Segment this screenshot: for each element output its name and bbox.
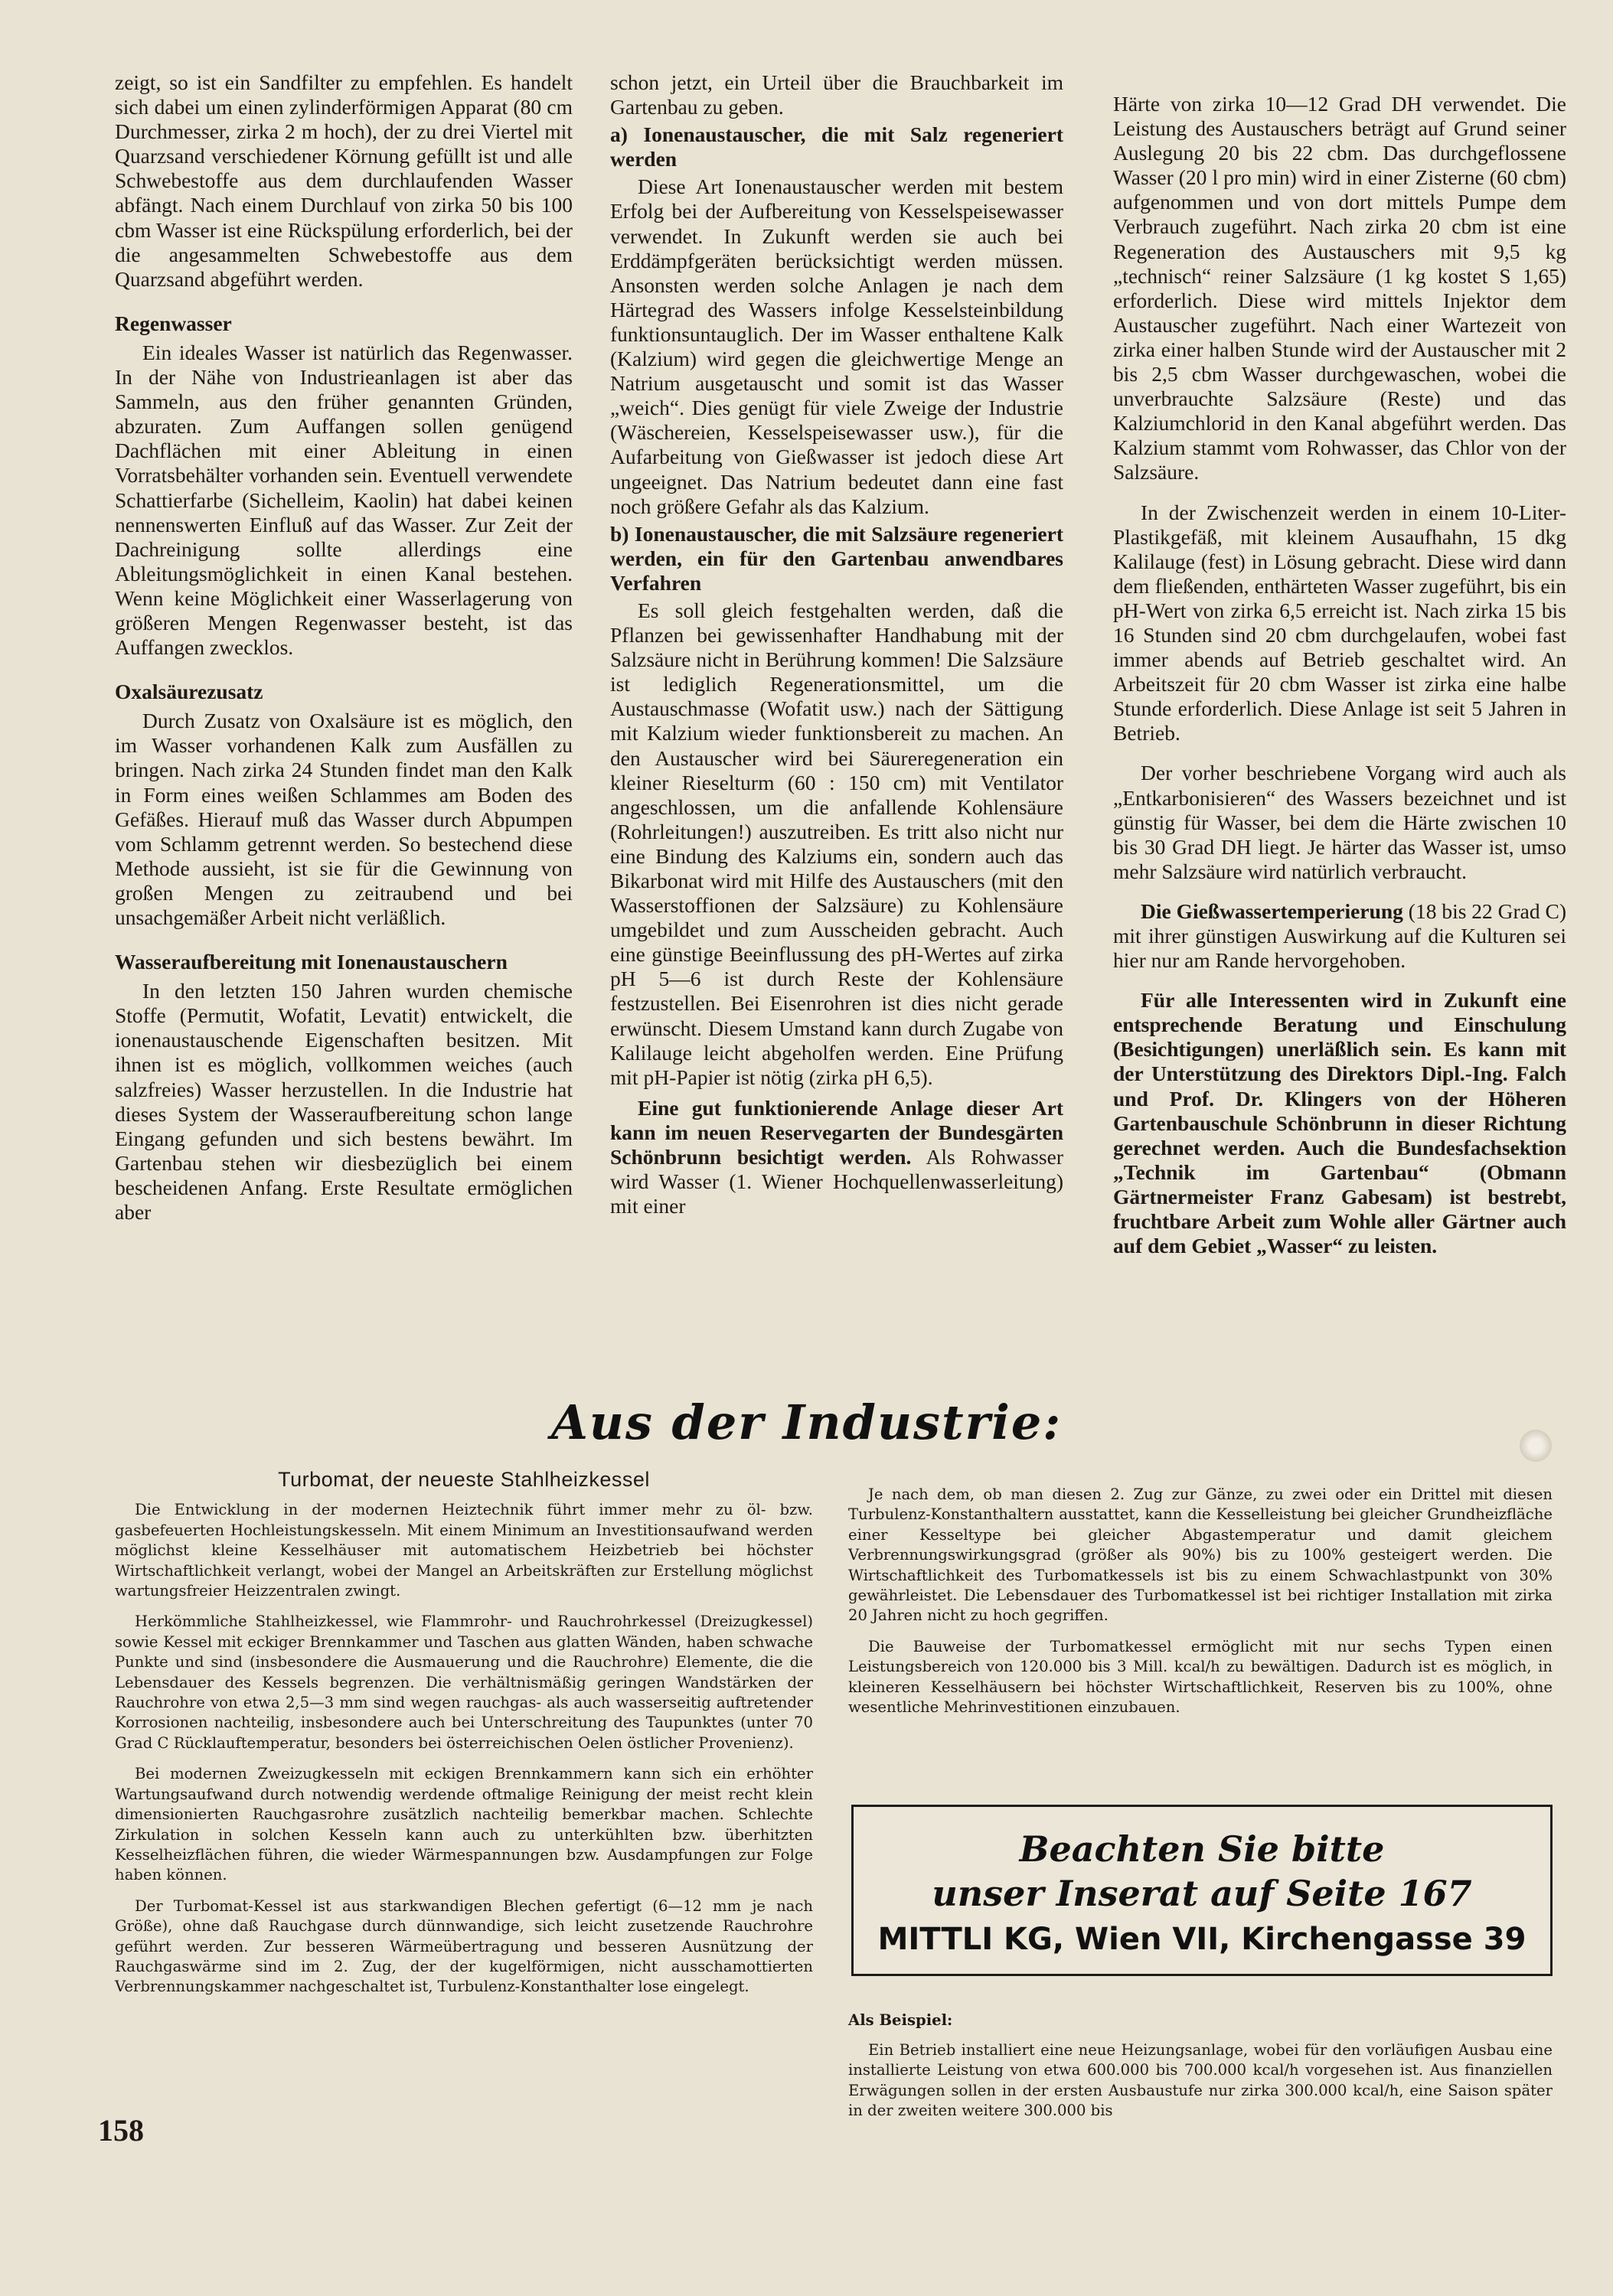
text: (18 bis 22 Grad C) mit ihrer günstigen Auswirkung auf die Kulturen sei hier nur am Rande hervorgehoben. (1113, 899, 1567, 973)
paragraph: Härte von zirka 10—12 Grad DH verwendet. Die Leistung des Austauschers beträgt auf Grund seiner Auslegung 20 bis 22 cbm. Das durchgeflossene Wasser (20 l pro min) wird in einer Zisterne (60 cbm) aufgenommen und von dort mittels Pumpe dem Verbrauch zugeführt. Nach zirka 20 cbm ist eine Regeneration des Austauschers mit 9,5 kg „technisch“ reiner Salzsäure (1 kg kostet S 1,65) erforderlich. Diese wird mittels Injektor dem Austauscher zugeführt. Nach einer Wartezeit von zirka einer halben Stunde wird der Austauscher mit 2 bis 2,5 cbm Wasser durchgewaschen, wobei die unverbrauchte Salzsäure (Reste) und das Kalziumchlorid in den Kanal abgeführt werden. Das Kalzium stammt vom Rohwasser, das Chlor von der Salzsäure. (1113, 92, 1566, 484)
industry-column-right (848, 1485, 1553, 1728)
bold-text: Eine gut funktionierende Anlage dieser Art kann im neuen Reservegarten der Bundesgärten Schönbrunn besichtigt werden. (610, 1095, 1063, 1169)
article-title: Turbomat, der neueste Stahlheizkessel (278, 1468, 650, 1491)
paragraph: Die Entwicklung in der modernen Heiztechnik führt immer mehr zu öl- bzw. gasbefeuerten Hochleistungskesseln. Mit einem Minimum an Investitionsaufwand werden möglichst kleine Kesselhäuser mit automatischem Heizbetrieb bei höchster Wirtschaftlichkeit verlangt, wobei der Mangel an Arbeitskräften zur Erstellung möglichst wartungsfreier Heizzentralen zwingt. (115, 1501, 813, 1600)
text-column-right (1113, 92, 1566, 1258)
paper-punch-mark (1520, 1430, 1552, 1462)
industry-column-left (115, 1469, 813, 2008)
section-heading: Wasseraufbereitung mit Ionenaustauschern (115, 950, 508, 974)
ad-subline: unser Inserat auf Seite 167 (932, 1873, 1472, 1914)
example-heading: Als Beispiel: (848, 2011, 953, 2029)
paragraph (1113, 899, 1566, 973)
ad-company: MITTLI KG, Wien VII, Kirchengasse 39 (877, 1922, 1526, 1957)
paragraph: Für alle Interessenten wird in Zukunft eine entsprechende Beratung und Einschulung (Besichtigungen) unerläßlich sein. Es kann mit der Unterstützung des Direktors Dipl.-Ing. Falch und Prof. Dr. Klingers von der Höheren Gartenbauschule Schönbrunn in dieser Richtung gerechnet werden. Auch die Bundesfachsektion „Technik im Gartenbau“ (Obmann Gärtnermeister Franz Gabesam) ist bestrebt, fruchtbare Arbeit zum Wohle aller Gärtner auch auf dem Gebiet „Wasser“ zu leisten. (1113, 988, 1566, 1258)
paragraph: Der vorher beschriebene Vorgang wird auch als „Entkarbonisieren“ des Wassers bezeichnet und ist günstig für Wasser, bei dem die Härte zwischen 10 bis 30 Grad DH liegt. Je härter das Wasser ist, umso mehr Salzsäure wird natürlich verbraucht. (1113, 761, 1566, 883)
paragraph: In der Zwischenzeit werden in einem 10-Liter-Plastikgefäß, mit kleinem Ausaufhahn, 15 dkg Kalilauge (fest) in Lösung gebracht. Diese wird dann dem fließenden, enthärteten Wasser zugeführt, bis ein pH-Wert von zirka 6,5 erreicht ist. Nach zirka 15 bis 16 Stunden sind 20 cbm durchgelaufen, wobei fast immer abends auf Betrieb geschaltet wird. An Arbeitszeit für 20 cbm Wasser ist zirka eine halbe Stunde erforderlich. Diese Anlage ist seit 5 Jahren in Betrieb. (1113, 500, 1566, 745)
paragraph: Je nach dem, ob man diesen 2. Zug zur Gänze, zu zwei oder ein Drittel mit diesen Turbulenz-Konstanthaltern ausstattet, kann die Kesselleistung bei gleicher Grundheizfläche einer Kesseltype bei gleicher Abgastemperatur und damit gleichem Verbrennungswirkungsgrad (größer als 90%) bis zu 100% gesteigert werden. Die Wirtschaftlichkeit des Turbomatkessels ist bis zu einem Schwachlastpunkt von 30% gewährleistet. Die Lebensdauer des Turbomatkessel ist bei richtiger Installation mit zirka 20 Jahren nicht zu hoch gegriffen. (848, 1486, 1553, 1625)
bold-text: Die Gießwassertemperierung (1141, 899, 1403, 923)
paragraph: Der Turbomat-Kessel ist aus starkwandigen Blechen gefertigt (6—12 mm je nach Größe), ohne daß Rauchgase durch dünnwandige, sich leicht zusetzende Rauchrohre geführt werden. Zur besseren Wärmeübertragung und besseren Ausnützung der Rauchgaswärme sind im 2. Zug, der der kugelförmigen, nicht ausschamottierten Verbrennungskammer nachgeschaltet ist, Turbulenz-Konstanthalter lose eingelegt. (115, 1896, 813, 1996)
paragraph: Bei modernen Zweizugkesseln mit eckigen Brennkammern kann sich ein erhöhter Wartungsaufwand durch notwendig werdende oftmalige Reinigung der meist recht klein dimensionierten Rauchgasrohre zusätzlich nachteilig bemerkbar machen. Schlechte Zirkulation in solchen Kesseln kann auch zu unterkühlten bzw. überhitzten Kesselheizflächen führen, die wieder Wärmespannungen bzw. Ausdampfungen zur Folge haben können. (115, 1765, 813, 1884)
text: Als Rohwasser wird Wasser (1. Wiener Hochquellenwasserleitung) mit einer (610, 1145, 1063, 1218)
text-column-middle (610, 70, 1063, 1218)
paragraph: Durch Zusatz von Oxalsäure ist es möglich, den im Wasser vorhandenen Kalk zum Ausfällen zu bringen. Nach zirka 24 Stunden findet man den Kalk in Form eines weißen Schlammes am Boden des Gefäßes. Hierauf muß das Wasser durch Abpumpen vom Schlamm getrennt werden. So bestechend diese Methode aussieht, ist sie für die Gewinnung von großen Mengen zu zeitraubend und bei unsachgemäßer Arbeit nicht verläßlich. (115, 709, 573, 929)
paragraph (610, 1096, 1063, 1218)
paragraph: Herkömmliche Stahlheizkessel, wie Flammrohr- und Rauchrohrkessel (Dreizugkessel) sowie Kessel mit eckiger Brennkammer und Taschen aus glatten Wänden, haben schwache Punkte und sind (insbesondere die Ausmauerung und die Rauchrohre) Elemente, die die Lebensdauer des Kessels begrenzen. Die verhältnismäßig geringen Wandstärken der Rauchrohre von etwa 2,5—3 mm sind wegen rauchgas- als auch wasserseitig auftretender Korrosionen nachteilig, insbesondere auch bei Unterschreitung des Taupunktes (unter 70 Grad C Rücklauftemperatur, besonders bei österreichischen Oelen östlicher Provenienz). (115, 1613, 813, 1752)
section-heading: Oxalsäurezusatz (115, 680, 263, 704)
section-heading: b) Ionenaustauscher, die mit Salzsäure regeneriert werden, ein für den Gartenbau anwendbares Verfahren (610, 521, 1063, 595)
example-paragraph: Ein Betrieb installiert eine neue Heizungsanlage, wobei für den vorläufigen Ausbau eine installierte Leistung von etwa 600.000 bis 700.000 kcal/h vorgesehen ist. Aus finanziellen Erwägungen sollen in der ersten Ausbaustufe nur zirka 300.000 kcal/h, eine Saison später in der zweiten weitere 300.000 bis (848, 2041, 1553, 2120)
text-column-left (115, 70, 573, 1225)
industry-section-heading: Aus der Industrie: (550, 1394, 1063, 1450)
section-heading: Regenwasser (115, 311, 232, 335)
paragraph: Es soll gleich festgehalten werden, daß die Pflanzen bei gewissenhafter Handhabung mit der Salzsäure nicht in Berührung kommen! Die Salzsäure ist lediglich Regenerationsmittel, um die Austauschmasse (Wofatit usw.) nach der Sättigung mit Kalzium wieder funktionsbereit zu machen. An den Austauscher wird bei Säureregeneration ein kleiner Rieselturm (60 : 150 cm) mit Ventilator angeschlossen, um die anfallende Kohlensäure (Rohrleitungen!) auszutreiben. Es tritt also nicht nur eine Bindung des Kalziums ein, sondern auch das Bikarbonat wird mit Hilfe des Austauschers (mit den Wasserstoffionen der Salzsäure) zu Kohlensäure umgebildet und zum Ausscheiden gebracht. Auch eine günstige Beeinflussung des pH-Wertes auf zirka pH 5—6 ist durch Reste der Kohlensäure festzustellen. Bei Eisenrohren ist dies nicht gerade erwünscht. Diesem Umstand kann durch Zugabe von Kalilauge leicht abgeholfen werden. Eine Prüfung mit pH-Papier ist nötig (zirka pH 6,5). (610, 598, 1063, 1089)
ad-headline: Beachten Sie bitte (1019, 1828, 1385, 1870)
paragraph: Diese Art Ionenaustauscher werden mit bestem Erfolg bei der Aufbereitung von Kesselspeisewasser verwendet. In Zukunft werden sie auch bei Erddämpfgeräten berücksichtigt werden müssen. Ansonsten werden solche Anlagen je nach dem Härtegrad des Wassers infolge Kesselsteinbildung funktionsuntauglich. Der im Wasser enthaltene Kalk (Kalzium) wird gegen die gleichwertige Menge an Natrium ausgetauscht und somit ist das Wasser „weich“. Dies genügt für viele Zweige der Industrie (Wäschereien, Kesselspeisewasser usw.), für die Aufarbeitung von Gießwasser ist jedoch diese Art ungeeignet. Das Natrium bedeutet dann eine fast noch größere Gefahr als das Kalzium. (610, 174, 1063, 518)
page-number: 158 (98, 2113, 144, 2148)
section-heading: a) Ionenaustauscher, die mit Salz regeneriert werden (610, 122, 1063, 171)
paragraph: Ein ideales Wasser ist natürlich das Regenwasser. In der Nähe von Industrieanlagen ist aber das Sammeln, aus den früher genannten Gründen, abzuraten. Zum Auffangen sollen genügend Dachflächen mit einer Ableitung in einen Vorratsbehälter vorhanden sein. Eventuell verwendete Schattierfarbe (Sichelleim, Kaolin) hat dabei keinen nennenswerten Einfluß auf das Wasser. Zur Zeit der Dachreinigung sollte allerdings eine Ableitungsmöglichkeit in einen Kanal bestehen. Wenn keine Möglichkeit einer Wasserlagerung von größeren Mengen Regenwasser besteht, ist das Auffangen zwecklos. (115, 340, 573, 660)
paragraph: In den letzten 150 Jahren wurden chemische Stoffe (Permutit, Wofatit, Levatit) entwickelt, die ionenaustauschende Eigenschaften besitzen. Mit ihnen ist es möglich, vollkommen weiches (auch salzfreies) Wasser herzustellen. In die Industrie hat dieses System der Wasseraufbereitung schon lange Eingang gefunden und sich bestens bewährt. Im Gartenbau stehen wir diesbezüglich bei einem bescheidenen Anfang. Erste Resultate ermöglichen aber (115, 979, 573, 1225)
paragraph: Die Bauweise der Turbomatkessel ermöglicht mit nur sechs Typen einen Leistungsbereich von 120.000 bis 3 Mill. kcal/h zu bewältigen. Dadurch ist es möglich, in kleineren Kesselhäusern bei höchster Wirtschaftlichkeit, Reserven bis zu 100%, ohne wesentliche Mehrinvestitionen einzubauen. (848, 1637, 1553, 1717)
advertisement-box (851, 1805, 1553, 1976)
paragraph: schon jetzt, ein Urteil über die Brauchbarkeit im Gartenbau zu geben. (610, 70, 1063, 119)
paragraph: zeigt, so ist ein Sandfilter zu empfehlen. Es handelt sich dabei um einen zylinderförmigen Apparat (80 cm Durchmesser, zirka 2 m hoch), der zu drei Viertel mit Quarzsand verschiedener Körnung gefüllt ist und alle Schwebestoffe aus dem durchlaufenden Wasser abfängt. Nach einem Durchlauf von zirka 50 bis 100 cbm Wasser ist eine Rückspülung erforderlich, bei der die angesammelten Schwebestoffe aus dem Quarzsand abgeführt werden. (115, 70, 573, 291)
